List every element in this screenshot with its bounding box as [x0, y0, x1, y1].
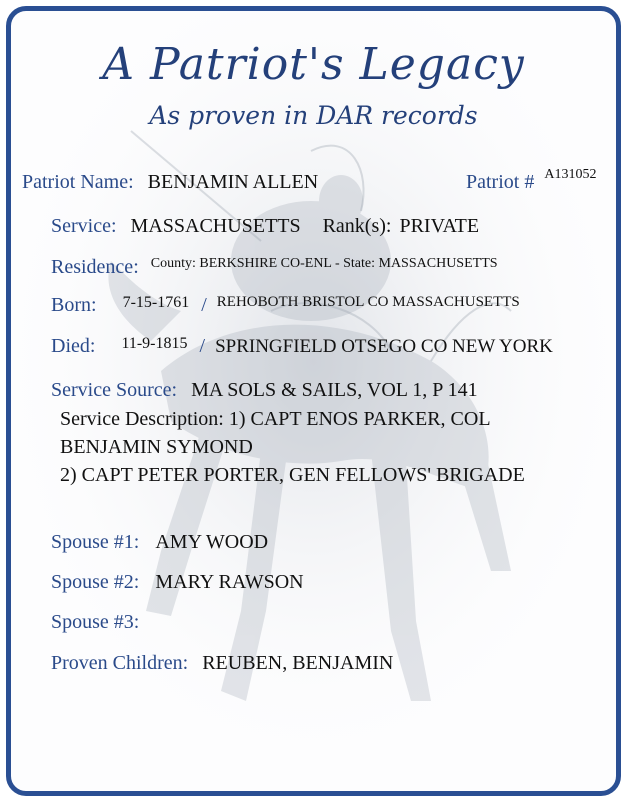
spouse-3-label: Spouse #3:: [51, 611, 140, 633]
residence-value: County: BERKSHIRE CO-ENL - State: MASSACHUSETTS: [150, 256, 498, 271]
service-source-label: Service Source:: [51, 379, 178, 401]
children-value: REUBEN, BENJAMIN: [202, 652, 394, 674]
service-description: [60, 405, 525, 489]
service-source-value: MA SOLS & SAILS, VOL 1, P 141: [191, 379, 478, 401]
died-date-value: 11-9-1815: [121, 335, 188, 352]
spouse-1-row: [51, 531, 268, 554]
spouse-1-value: AMY WOOD: [155, 531, 269, 553]
spouse-2-label: Spouse #2:: [51, 571, 140, 593]
died-place-value: SPRINGFIELD OTSEGO CO NEW YORK: [215, 336, 553, 357]
died-separator: /: [199, 335, 206, 357]
service-description-line-2: BENJAMIN SYMOND: [60, 436, 253, 458]
died-row: [51, 335, 553, 358]
service-label: Service:: [51, 215, 117, 237]
rank-value: PRIVATE: [399, 215, 480, 237]
spouse-1-label: Spouse #1:: [51, 531, 140, 553]
patriot-name-row: [22, 171, 318, 194]
page-subtitle: As proven in DAR records: [149, 101, 478, 130]
died-label: Died:: [51, 335, 96, 357]
born-label: Born:: [51, 294, 97, 316]
spouse-2-row: [51, 571, 304, 594]
service-description-line-1: Service Description: 1) CAPT ENOS PARKER, COL: [60, 408, 491, 430]
spouse-2-value: MARY RAWSON: [155, 571, 304, 593]
children-row: [51, 652, 393, 675]
born-separator: /: [201, 294, 207, 316]
service-source-row: [51, 379, 478, 402]
patriot-number-value: A131052: [544, 167, 597, 182]
rank-label: Rank(s):: [322, 215, 392, 237]
page-title: A Patriot's Legacy: [102, 39, 525, 90]
certificate-frame: [6, 6, 621, 796]
born-date-value: 7-15-1761: [122, 294, 190, 311]
patriot-number-row: [466, 167, 597, 194]
children-label: Proven Children:: [51, 652, 189, 674]
patriot-name-value: BENJAMIN ALLEN: [147, 171, 319, 193]
patriot-number-label: Patriot #: [466, 171, 535, 193]
service-row: [51, 215, 479, 238]
born-place-value: REHOBOTH BRISTOL CO MASSACHUSETTS: [216, 294, 520, 310]
born-row: [51, 294, 520, 317]
spouse-3-row: [51, 611, 151, 634]
service-state-value: MASSACHUSETTS: [130, 215, 301, 237]
service-description-line-3: 2) CAPT PETER PORTER, GEN FELLOWS' BRIGADE: [60, 464, 525, 486]
residence-row: [51, 256, 498, 279]
patriot-name-label: Patriot Name:: [22, 171, 134, 193]
residence-label: Residence:: [51, 256, 139, 278]
